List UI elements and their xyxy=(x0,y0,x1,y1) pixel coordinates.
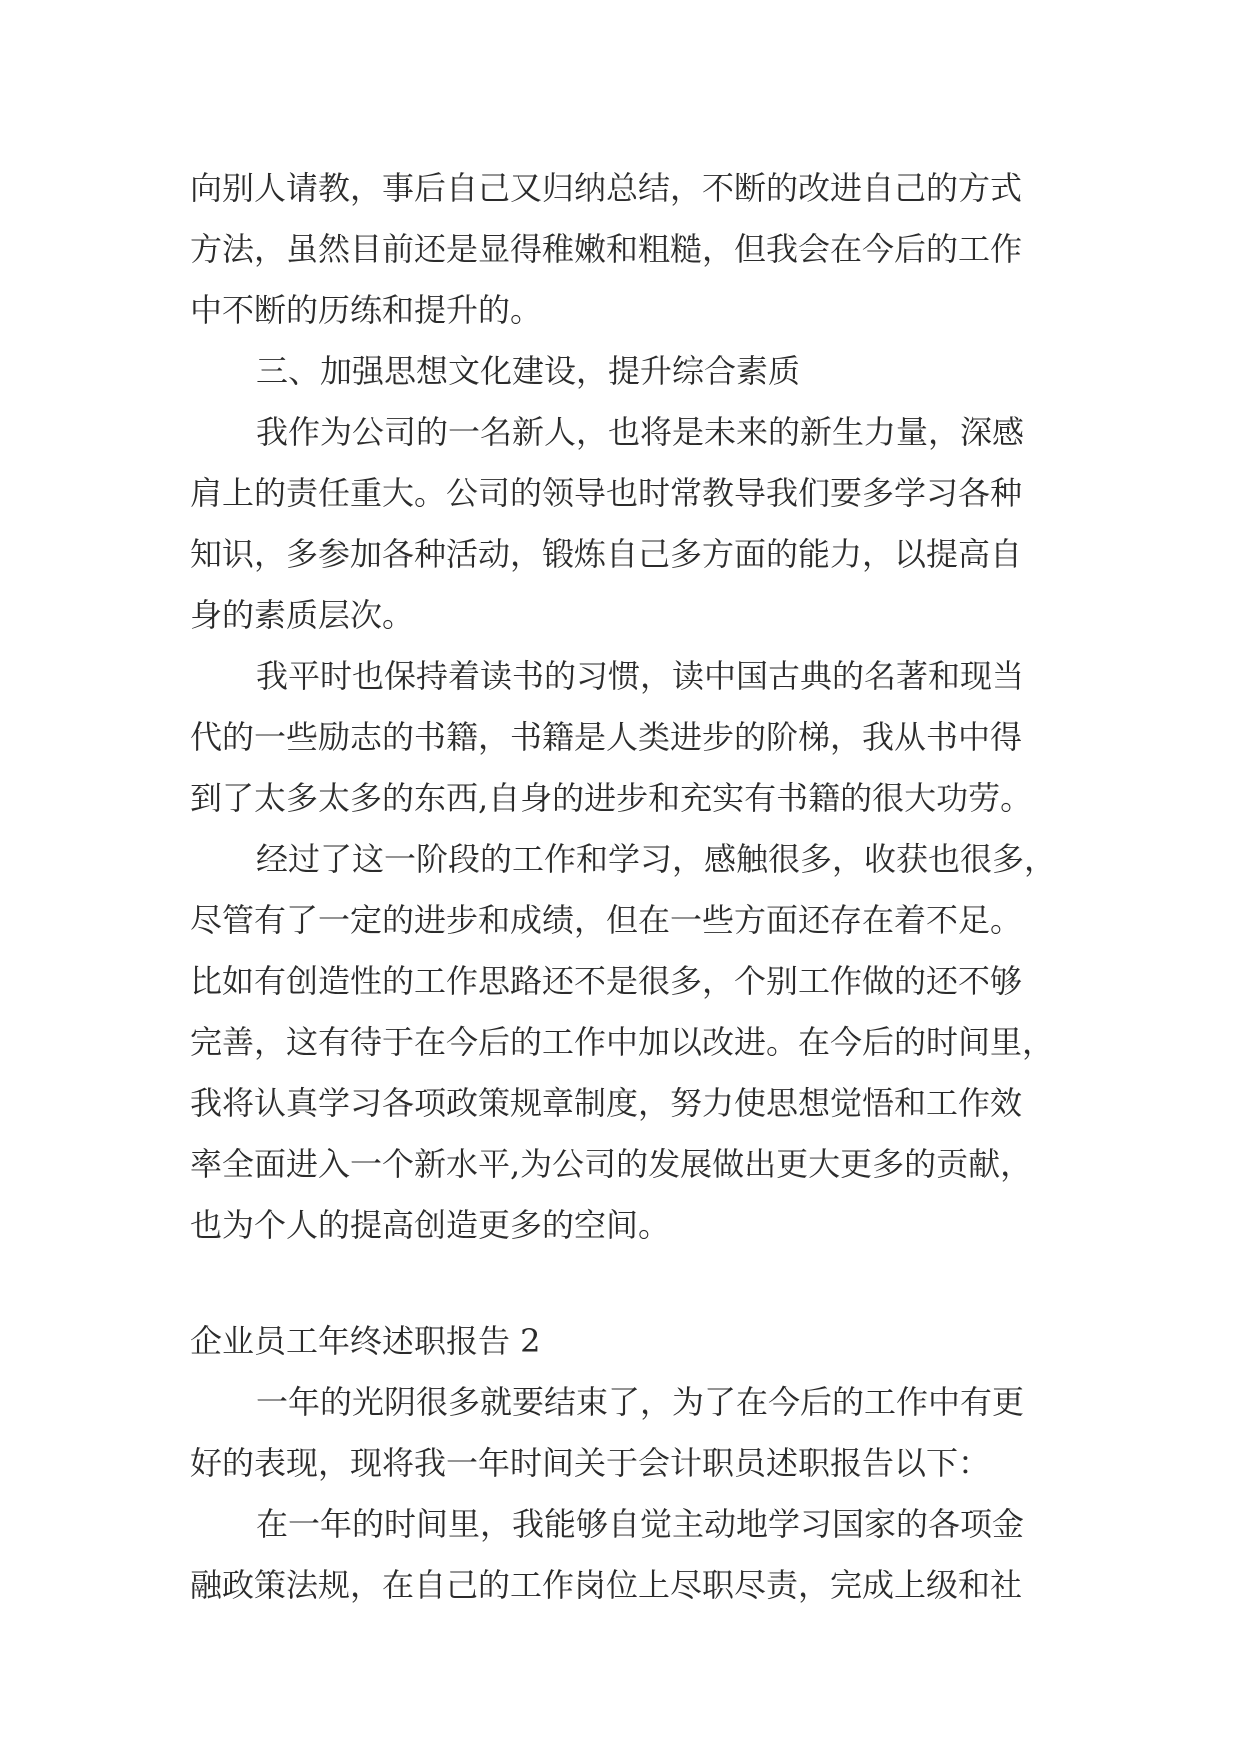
body-line: 方法，虽然目前还是显得稚嫩和粗糙，但我会在今后的工作 xyxy=(190,230,1023,268)
body-line: 在一年的时间里，我能够自觉主动地学习国家的各项金 xyxy=(256,1505,1025,1543)
body-line: 完善，这有待于在今后的工作中加以改进。在今后的时间里， xyxy=(190,1023,1055,1061)
body-line: 好的表现，现将我一年时间关于会计职员述职报告以下： xyxy=(190,1444,991,1482)
body-line: 一年的光阴很多就要结束了，为了在今后的工作中有更 xyxy=(256,1383,1025,1421)
body-line: 尽管有了一定的进步和成绩，但在一些方面还存在着不足。 xyxy=(190,901,1023,939)
body-line: 肩上的责任重大。公司的领导也时常教导我们要多学习各种 xyxy=(190,474,1023,512)
body-line: 中不断的历练和提升的。 xyxy=(190,291,543,329)
body-line: 到了太多太多的东西,自身的进步和充实有书籍的很大功劳。 xyxy=(190,779,1033,817)
body-line: 也为个人的提高创造更多的空间。 xyxy=(190,1206,671,1244)
body-line: 身的素质层次。 xyxy=(190,596,415,634)
body-line: 我平时也保持着读书的习惯，读中国古典的名著和现当 xyxy=(256,657,1025,695)
paragraph-gap xyxy=(190,1256,1070,1311)
body-line: 比如有创造性的工作思路还不是很多，个别工作做的还不够 xyxy=(190,962,1023,1000)
body-line: 向别人请教，事后自己又归纳总结，不断的改进自己的方式 xyxy=(190,169,1023,207)
report-title: 企业员工年终述职报告 2 xyxy=(190,1322,541,1360)
body-line: 知识，多参加各种活动，锻炼自己多方面的能力，以提高自 xyxy=(190,535,1023,573)
body-line: 融政策法规，在自己的工作岗位上尽职尽责，完成上级和社 xyxy=(190,1566,1023,1604)
body-line: 经过了这一阶段的工作和学习，感触很多，收获也很多， xyxy=(256,840,1057,878)
section-heading: 三、加强思想文化建设，提升综合素质 xyxy=(256,352,801,390)
document-body xyxy=(190,158,1070,1616)
body-line: 代的一些励志的书籍，书籍是人类进步的阶梯，我从书中得 xyxy=(190,718,1023,756)
body-line: 率全面进入一个新水平,为公司的发展做出更大更多的贡献， xyxy=(190,1145,1033,1183)
body-line: 我将认真学习各项政策规章制度，努力使思想觉悟和工作效 xyxy=(190,1084,1023,1122)
body-line: 我作为公司的一名新人，也将是未来的新生力量，深感 xyxy=(256,413,1025,451)
